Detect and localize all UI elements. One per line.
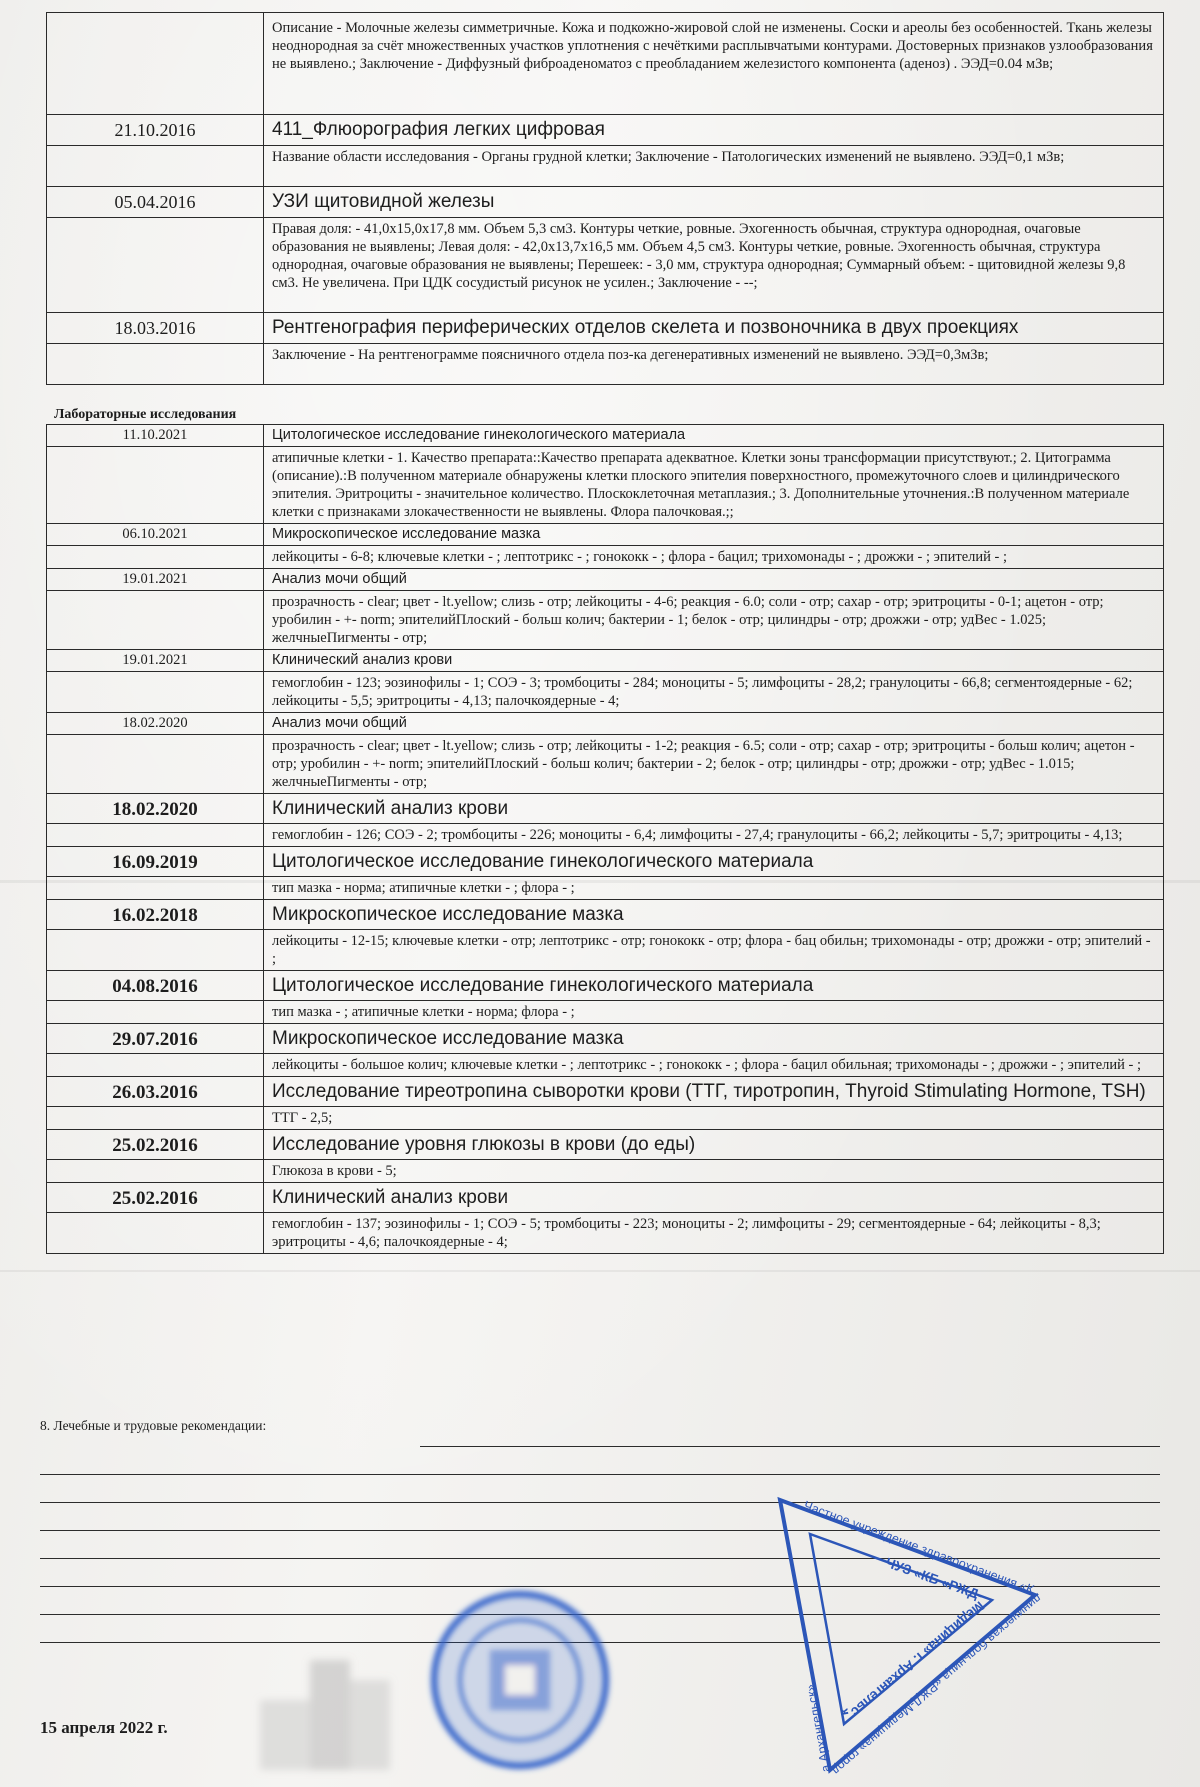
blurred-signature [220,1640,480,1780]
lab-date-spacer [47,1001,264,1024]
svg-text:ЧУЗ «КБ «РЖД-Медицина» г. Арха [835,1555,987,1720]
lab-section-title: Лабораторные исследования [54,407,237,422]
lab-result-text: прозрачность - clear; цвет - lt.yellow; слизь - отр; лейкоциты - 1-2; реакция - 6.5; соли - отр; сахар - отр; эритроциты - больш колич; ацетон - отр; уробилин - +- norm; эпителийПлоский - больш колич; бактерии - 2; белок - отр; цилиндры - отр; дрожжи - отр; удВес - 1.015; желчныеПигменты - отр; [264,735,1164,794]
lab-date: 06.10.2021 [47,524,264,546]
lab-header-row [47,569,1164,591]
lab-date: 18.02.2020 [47,794,264,824]
lab-header-row [47,1130,1164,1160]
lab-date-spacer [47,672,264,713]
lab-result-text: прозрачность - clear; цвет - lt.yellow; слизь - отр; лейкоциты - 4-6; реакция - 6.0; соли - отр; сахар - отр; эритроциты - 0-1; ацетон - отр; уробилин - +- norm; эпителийПлоский - больш колич; бактерии - 1; белок - отр; цилиндры - отр; дрожжи - отр; удВес - 1.025; желчныеПигменты - отр; [264,591,1164,650]
lab-date: 16.02.2018 [47,900,264,930]
lab-date: 19.01.2021 [47,650,264,672]
lab-result-text: Глюкоза в крови - 5; [264,1160,1164,1183]
continuation-date-cell [47,13,264,115]
lab-header-row [47,1077,1164,1107]
stamp-inner-text: ЧУЗ «КБ «РЖД-Медицина» г. Архангельск [835,1554,988,1720]
lab-result-row [47,930,1164,971]
exam-date: 18.03.2016 [47,313,264,344]
recommendations-label: 8. Лечебные и трудовые рекомендации: [40,1418,267,1433]
lab-title: Анализ мочи общий [264,569,1164,591]
lab-result-row [47,1213,1164,1254]
lab-result-row [47,877,1164,900]
exam-result-text: Заключение - На рентгенограмме поясничного отдела поз-ка дегенеративных изменений не выявлено. ЭЭД=0,3мЗв; [264,344,1164,385]
lab-date: 19.01.2021 [47,569,264,591]
lab-result-row [47,735,1164,794]
stamp-outer-text: Частное учреждение здравоохранения «Клиническая больница «РЖД-Медицина» города Архангельск» [801,1498,1045,1778]
lab-title: Исследование тиреотропина сыворотки крови (ТТГ, тиротропин, Thyroid Stimulating Hormone, TSH) [264,1077,1164,1107]
lab-result-row [47,591,1164,650]
lab-header-row [47,1024,1164,1054]
exam-result-row [47,344,1164,385]
exam-continuation-text: Описание - Молочные железы симметричные. Кожа и подкожно-жировой слой не изменены. Соски и ареолы без особенностей. Ткань железы неоднородная за счёт множественных участков уплотнения с нечёткими расплывчатыми контурами. Достоверных признаков узлообразования не выявлено.; Заключение - Диффузный фиброаденоматоз с преобладанием железистого компонента (аденоз) . ЭЭД=0.04 мЗв; [264,13,1164,115]
lab-header-row [47,900,1164,930]
lab-date: 11.10.2021 [47,425,264,447]
exam-result-text: Правая доля: - 41,0x15,0x17,8 мм. Объем 5,3 см3. Контуры четкие, ровные. Эхогенность обычная, структура однородная, очаговые образования не выявлены; Левая доля: - 42,0x13,7x16,5 мм. Объем 4,5 см3. Контуры четкие, ровные. Эхогенность обычная, структура однородная, очаговые образования не выявлены; Перешеек: - 3,0 мм, структура однородная; Суммарный объем: - щитовидной железы 9,8 см3. Не увеличена. При ЦДК сосудистый рисунок не усилен.; Заключение - --; [264,218,1164,313]
lab-date: 04.08.2016 [47,971,264,1001]
lab-header-row [47,971,1164,1001]
lab-title: Клинический анализ крови [264,650,1164,672]
lab-header-row [47,650,1164,672]
lab-result-row [47,1160,1164,1183]
lab-title: Анализ мочи общий [264,713,1164,735]
lab-title: Цитологическое исследование гинекологического материала [264,847,1164,877]
exam-date: 05.04.2016 [47,187,264,218]
lab-table [46,424,1164,1254]
lab-title: Микроскопическое исследование мазка [264,1024,1164,1054]
exam-date-spacer [47,146,264,187]
lab-result-text: тип мазка - ; атипичные клетки - норма; флора - ; [264,1001,1164,1024]
exam-title: 411_Флюорография легких цифровая [264,115,1164,146]
lab-result-text: гемоглобин - 126; СОЭ - 2; тромбоциты - 226; моноциты - 6,4; лимфоциты - 27,4; гранулоциты - 66,2; лейкоциты - 5,7; эритроциты - 4,13; [264,824,1164,847]
lab-header-row [47,1183,1164,1213]
lab-header-row [47,524,1164,546]
lab-title: Цитологическое исследование гинекологического материала [264,425,1164,447]
lab-date: 29.07.2016 [47,1024,264,1054]
lab-date-spacer [47,546,264,569]
lab-result-row [47,672,1164,713]
exam-result-text: Название области исследования - Органы грудной клетки; Заключение - Патологических изменений не выявлено. ЭЭД=0,1 мЗв; [264,146,1164,187]
lab-date-spacer [47,877,264,900]
lab-date: 25.02.2016 [47,1130,264,1160]
exam-date-spacer [47,218,264,313]
lab-result-text: лейкоциты - большое колич; ключевые клетки - ; лептотрикс - ; гонококк - ; флора - бацил обильная; трихомонады - ; дрожжи - ; эпителий - ; [264,1054,1164,1077]
lab-title: Микроскопическое исследование мазка [264,900,1164,930]
lab-date: 16.09.2019 [47,847,264,877]
ruled-line [40,1474,1160,1475]
lab-date: 26.03.2016 [47,1077,264,1107]
exam-header-row [47,115,1164,146]
exam-date-spacer [47,344,264,385]
lab-date-spacer [47,930,264,971]
lab-title: Цитологическое исследование гинекологического материала [264,971,1164,1001]
exam-header-row [47,313,1164,344]
lab-result-text: гемоглобин - 123; эозинофилы - 1; СОЭ - 3; тромбоциты - 284; моноциты - 5; лимфоциты - 28,2; гранулоциты - 66,8; сегментоядерные - 62; лейкоциты - 5,5; эритроциты - 4,13; палочкоядерные - 4; [264,672,1164,713]
exam-title: УЗИ щитовидной железы [264,187,1164,218]
document-date: 15 апреля 2022 г. [40,1718,168,1737]
lab-date-spacer [47,735,264,794]
lab-date-spacer [47,1213,264,1254]
lab-title: Клинический анализ крови [264,794,1164,824]
exam-result-row [47,218,1164,313]
lab-title: Исследование уровня глюкозы в крови (до еды) [264,1130,1164,1160]
lab-result-text: гемоглобин - 137; эозинофилы - 1; СОЭ - 5; тромбоциты - 223; моноциты - 2; лимфоциты - 29; сегментоядерные - 64; лейкоциты - 8,3; эритроциты - 4,6; палочкоядерные - 4; [264,1213,1164,1254]
triangular-stamp [770,1490,1050,1780]
lab-header-row [47,425,1164,447]
lab-result-text: лейкоциты - 6-8; ключевые клетки - ; лептотрикс - ; гонококк - ; флора - бацил; трихомонады - ; дрожжи - ; эпителий - ; [264,546,1164,569]
lab-title: Клинический анализ крови [264,1183,1164,1213]
lab-date-spacer [47,824,264,847]
lab-result-row [47,1107,1164,1130]
lab-result-row [47,824,1164,847]
lab-date-spacer [47,591,264,650]
lab-result-text: атипичные клетки - 1. Качество препарата::Качество препарата адекватное. Клетки зоны трансформации присутствуют.; 2. Цитограмма (описание).:В полученном материале обнаружены клетки плоского эпителия поверхностного, промежуточного слоев и цилиндрического эпителия. Эритроциты - значительное количество. Плоскоклеточная метаплазия.; 3. Дополнительные уточнения.:В полученном материале клетки с признаками злокачественности не выявлены. Флора палочковая.;; [264,447,1164,524]
lab-title: Микроскопическое исследование мазка [264,524,1164,546]
lab-result-text: тип мазка - норма; атипичные клетки - ; флора - ; [264,877,1164,900]
paper-crease [0,1270,1200,1272]
lab-result-text: ТТГ - 2,5; [264,1107,1164,1130]
svg-text:Частное учреждение здравоохран [802,1498,1045,1778]
lab-date-spacer [47,1054,264,1077]
lab-header-row [47,847,1164,877]
ruled-line [420,1446,1160,1447]
exams-table [46,12,1164,385]
lab-result-text: лейкоциты - 12-15; ключевые клетки - отр; лептотрикс - отр; гонококк - отр; флора - бац обильн; трихомонады - отр; дрожжи - отр; эпителий - ; [264,930,1164,971]
exam-date: 21.10.2016 [47,115,264,146]
exam-title: Рентгенография периферических отделов скелета и позвоночника в двух проекциях [264,313,1164,344]
exam-continuation-row [47,13,1164,115]
lab-date-spacer [47,1160,264,1183]
lab-header-row [47,713,1164,735]
lab-date: 25.02.2016 [47,1183,264,1213]
lab-date: 18.02.2020 [47,713,264,735]
lab-result-row [47,447,1164,524]
exam-header-row [47,187,1164,218]
lab-result-row [47,546,1164,569]
lab-result-row [47,1054,1164,1077]
lab-header-row [47,794,1164,824]
exam-result-row [47,146,1164,187]
lab-date-spacer [47,447,264,524]
lab-date-spacer [47,1107,264,1130]
lab-result-row [47,1001,1164,1024]
